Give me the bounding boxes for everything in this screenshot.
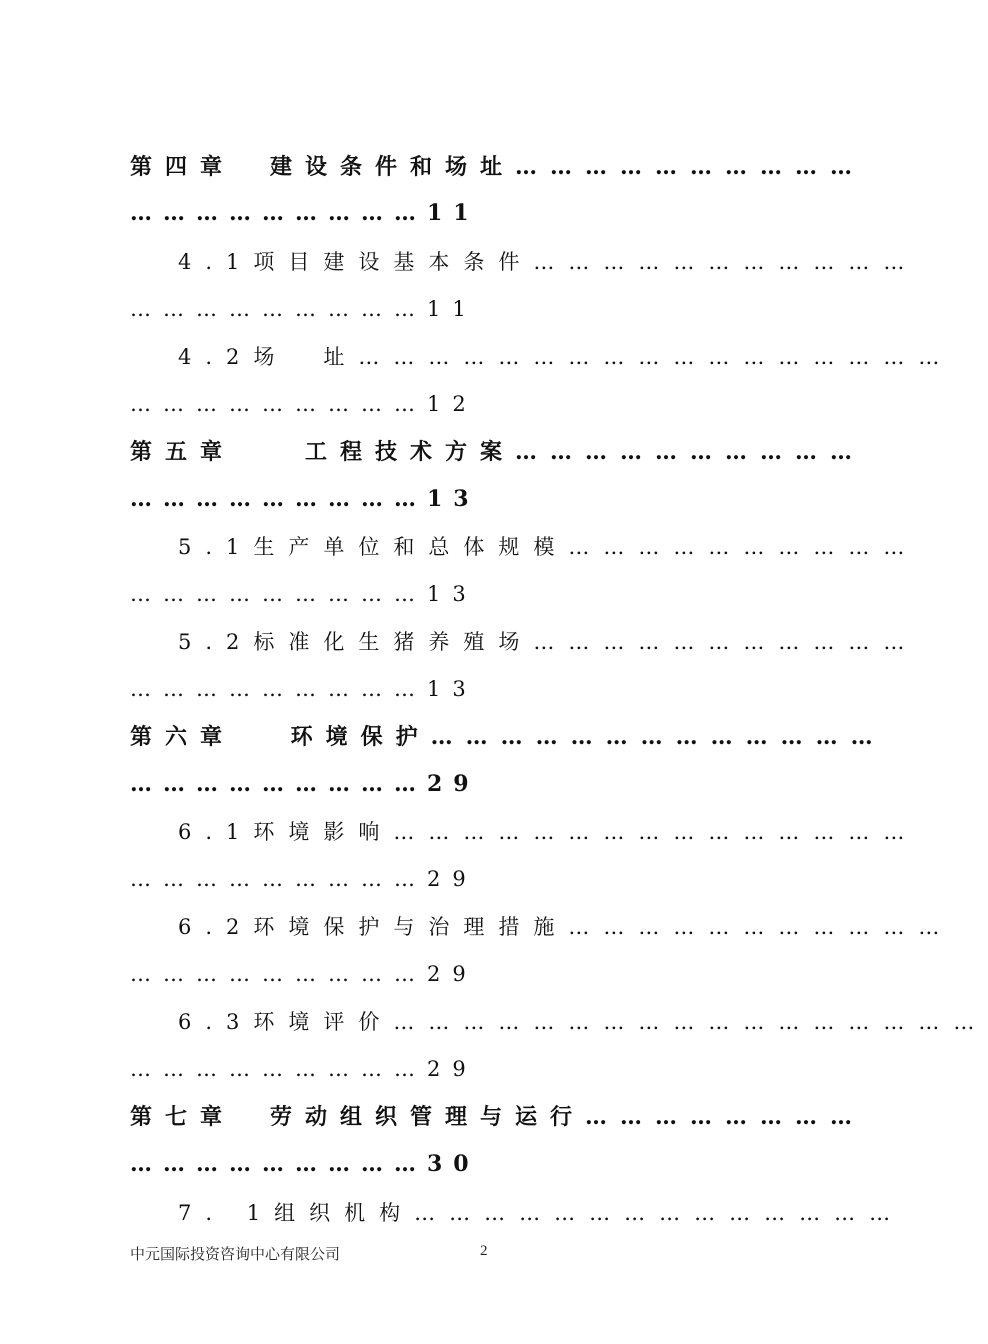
toc-section-6-2-page: ………………………29 xyxy=(130,962,478,986)
toc-chapter-7-page: ………………………30 xyxy=(130,1151,480,1177)
toc-section-4-1-title: 4.1项目建设基本条件…………………………… xyxy=(178,250,919,274)
footer-company-name: 中元国际投资咨询中心有限公司 xyxy=(130,1245,341,1263)
toc-section-6-3-title: 6.3环境评价…………………………………………… xyxy=(178,1010,988,1034)
toc-chapter-4-page: ………………………11 xyxy=(130,200,480,226)
toc-chapter-4-title: 第四章 建设条件和场址………………………… xyxy=(130,154,866,180)
toc-section-6-2-title: 6.2环境保护与治理措施…………………………… xyxy=(178,915,954,939)
toc-chapter-5-title: 第五章 工程技术方案………………………… xyxy=(130,439,866,465)
footer-page-number: 2 xyxy=(480,1243,488,1259)
toc-section-7-1-title: 7. 1组织机构…………………………………… xyxy=(178,1201,905,1225)
toc-chapter-6-title: 第六章 环境保护………………………………… xyxy=(130,724,886,750)
toc-chapter-6-page: ………………………29 xyxy=(130,771,480,797)
toc-section-5-1-title: 5.1生产单位和总体规模………………………… xyxy=(178,535,919,559)
toc-section-5-2-page: ………………………13 xyxy=(130,677,478,701)
toc-section-6-1-page: ………………………29 xyxy=(130,867,478,891)
toc-section-5-2-title: 5.2标准化生猪养殖场…………………………… xyxy=(178,630,919,654)
toc-section-5-1-page: ………………………13 xyxy=(130,582,478,606)
toc-chapter-5-page: ………………………13 xyxy=(130,486,480,512)
toc-section-4-1-page: ………………………11 xyxy=(130,297,478,321)
toc-section-4-2-page: ………………………12 xyxy=(130,392,478,416)
toc-section-6-3-page: ………………………29 xyxy=(130,1057,478,1081)
toc-chapter-7-title: 第七章 劳动组织管理与运行…………………… xyxy=(130,1104,866,1130)
toc-section-4-2-title: 4.2场 址…………………………………………… xyxy=(178,345,954,369)
toc-section-6-1-title: 6.1环境影响……………………………………… xyxy=(178,820,919,844)
